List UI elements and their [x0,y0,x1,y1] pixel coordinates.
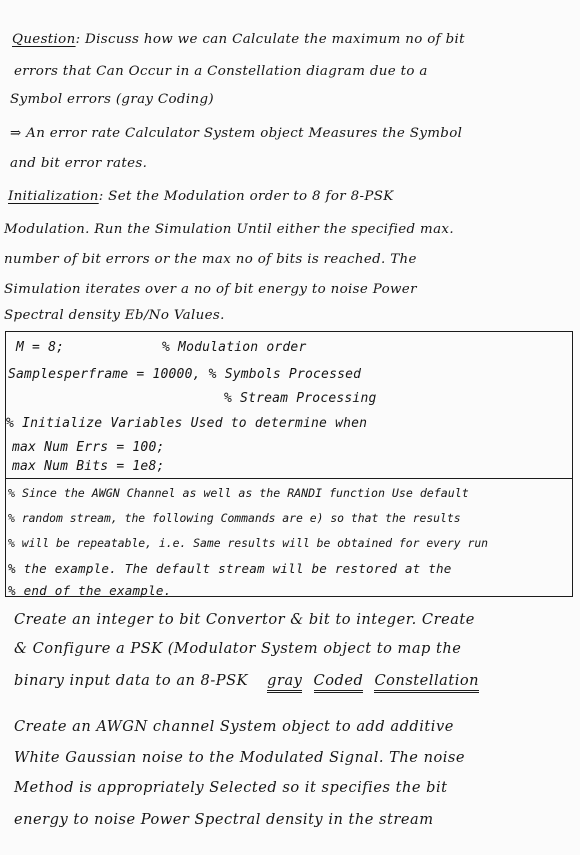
bottom-underlined-coded: Coded [314,672,364,693]
bottom-line-1: Create an integer to bit Convertor & bit to integer. Create [14,611,475,628]
question-text-1: : Discuss how we can Calculate the maximum no of bit [75,32,465,47]
answer-line-1: ⇒ An error rate Calculator System object Measures the Symbol [10,126,463,141]
code-comment-initialize: % Initialize Variables Used to determine when [6,416,368,431]
question-line-2: errors that Can Occur in a Constellation diagram due to a [14,64,428,79]
code-comment-modulation-order: % Modulation order [162,340,307,355]
question-line-3: Symbol errors (gray Coding) [10,92,214,107]
code-line-max-num-bits: max Num Bits = 1e8; [12,459,165,474]
code-line-max-num-errs: max Num Errs = 100; [12,440,165,455]
init-line-1 [8,189,394,204]
bottom-line-5: White Gaussian noise to the Modulated Signal. The noise [14,749,466,766]
code-line-m: M = 8; [16,340,65,355]
code-comment-awgn-5: % end of the example. [8,583,172,598]
init-line-2: Modulation. Run the Simulation Until either the specified max. [4,222,454,237]
bottom-underlined-gray: gray [267,672,302,693]
code-comment-awgn-2: % random stream, the following Commands are e) so that the results [8,511,461,525]
bottom-underlined-constellation: Constellation [374,672,479,693]
bottom-line-3 [14,672,479,689]
bottom-line-6: Method is appropriately Selected so it specifies the bit [14,779,448,796]
code-comment-stream-processing: % Stream Processing [224,391,377,406]
code-box-divider [5,478,573,479]
init-line-5: Spectral density Eb/No Values. [4,308,225,323]
init-line-3: number of bit errors or the max no of bits is reached. The [4,252,417,267]
code-comment-awgn-1: % Since the AWGN Channel as well as the RANDI function Use default [8,486,469,500]
bottom-line-4: Create an AWGN channel System object to add additive [14,718,454,735]
init-text-1: : Set the Modulation order to 8 for 8-PSK [98,189,394,204]
answer-line-2: and bit error rates. [10,156,148,171]
code-comment-awgn-4: % the example. The default stream will be restored at the [8,561,452,576]
init-heading: Initialization [8,189,99,204]
bottom-line-2: & Configure a PSK (Modulator System object to map the [14,640,462,657]
question-heading: Question [12,32,76,47]
question-line-1 [12,32,465,47]
code-line-samples-per-frame: Samplesperframe = 10000, % Symbols Processed [8,367,362,382]
bottom-line-7: energy to noise Power Spectral density in the stream [14,811,434,828]
init-line-4: Simulation iterates over a no of bit energy to noise Power [4,282,417,297]
code-comment-awgn-3: % will be repeatable, i.e. Same results will be obtained for every run [8,536,489,550]
bottom-line-3-text: binary input data to an 8-PSK [14,672,248,689]
